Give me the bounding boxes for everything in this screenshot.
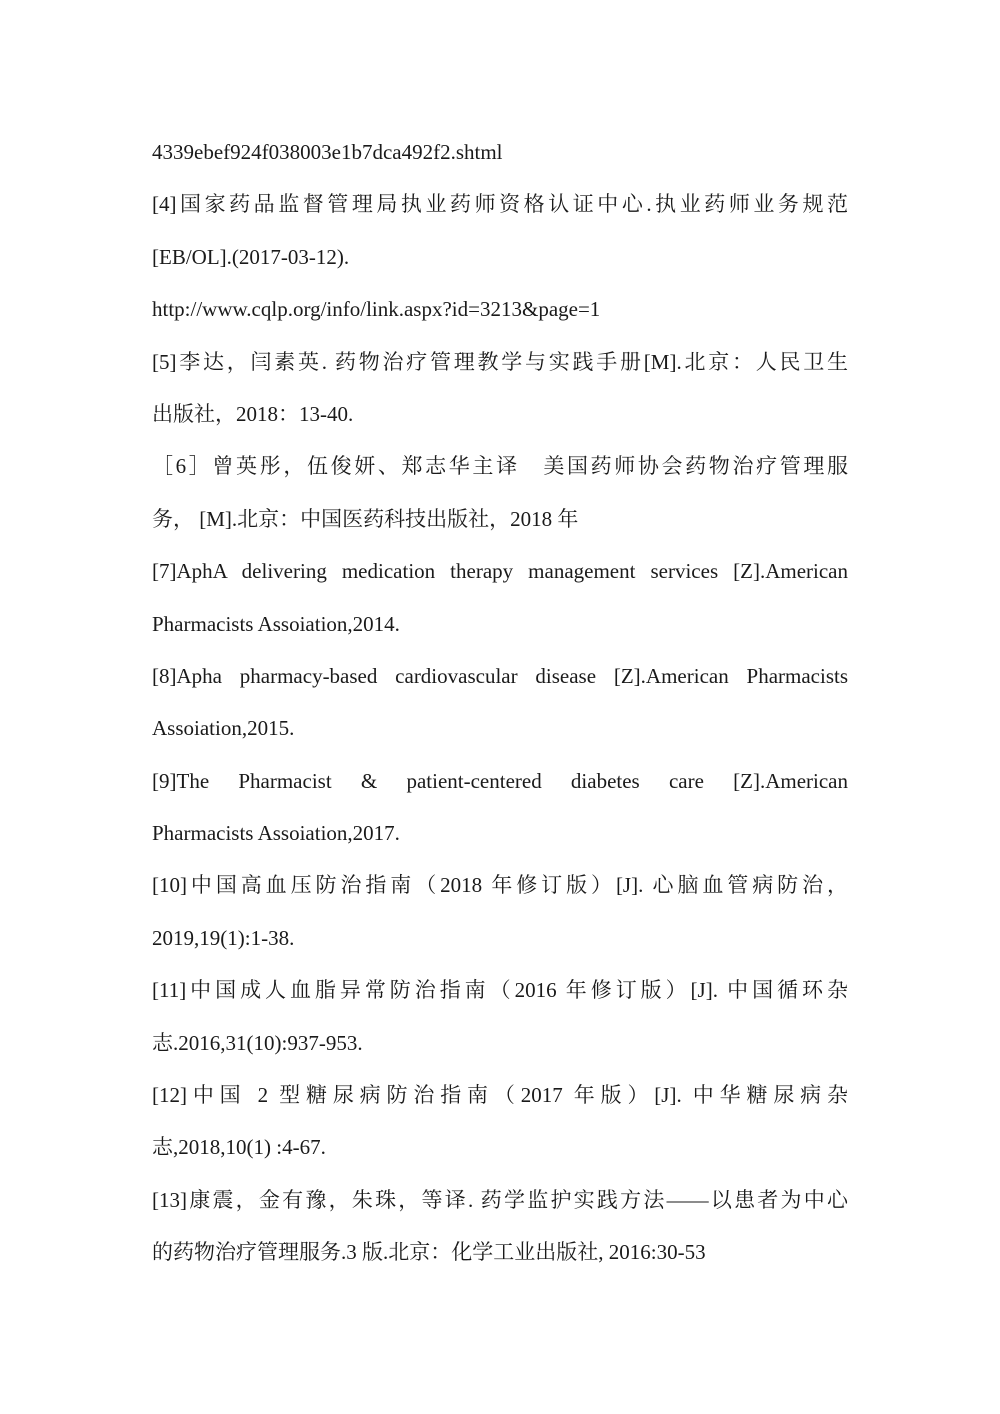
reference-line: 2019,19(1):1-38. (152, 925, 295, 950)
reference-line: [13]康震，金有豫，朱珠，等译. 药学监护实践方法——以患者为中心 (152, 1187, 848, 1212)
reference-line: [9]The Pharmacist & patient-centered diabetes care [Z].American (152, 768, 848, 793)
reference-line: Pharmacists Assoiation,2017. (152, 821, 400, 846)
reference-line: 出版社，2018：13-40. (152, 401, 354, 426)
reference-line: Assoiation,2015. (152, 716, 295, 741)
reference-line: 务， [M].北京：中国医药科技出版社，2018 年 (152, 506, 579, 531)
reference-line: http://www.cqlp.org/info/link.aspx?id=3213&page=1 (152, 297, 601, 322)
reference-line: ［6］曾英彤，伍俊妍、郑志华主译 美国药师协会药物治疗管理服 (152, 454, 848, 479)
reference-line: 志.2016,31(10):937-953. (152, 1030, 363, 1055)
reference-line: [5]李达，闫素英. 药物治疗管理教学与实践手册[M].北京：人民卫生 (152, 349, 848, 374)
reference-line: 志,2018,10(1) :4-67. (152, 1135, 326, 1160)
reference-line: 的药物治疗管理服务.3 版.北京：化学工业出版社, 2016:30-53 (152, 1240, 706, 1265)
reference-list (152, 126, 848, 1279)
reference-line: [8]Apha pharmacy-based cardiovascular disease [Z].American Pharmacists (152, 663, 848, 688)
reference-line: [11]中国成人血脂异常防治指南（2016 年修订版）[J]. 中国循环杂 (152, 978, 848, 1003)
reference-line: [12]中国 2 型糖尿病防治指南（2017 年版）[J]. 中华糖尿病杂 (152, 1083, 848, 1108)
reference-line: [4]国家药品监督管理局执业药师资格认证中心.执业药师业务规范 (152, 192, 848, 217)
reference-line: Pharmacists Assoiation,2014. (152, 611, 400, 636)
reference-line: [7]AphA delivering medication therapy management services [Z].American (152, 559, 848, 584)
reference-line: 4339ebef924f038003e1b7dca492f2.shtml (152, 140, 503, 164)
reference-line: [10]中国高血压防治指南（2018 年修订版）[J]. 心脑血管病防治， (152, 873, 848, 898)
reference-line: [EB/OL].(2017-03-12). (152, 244, 350, 269)
